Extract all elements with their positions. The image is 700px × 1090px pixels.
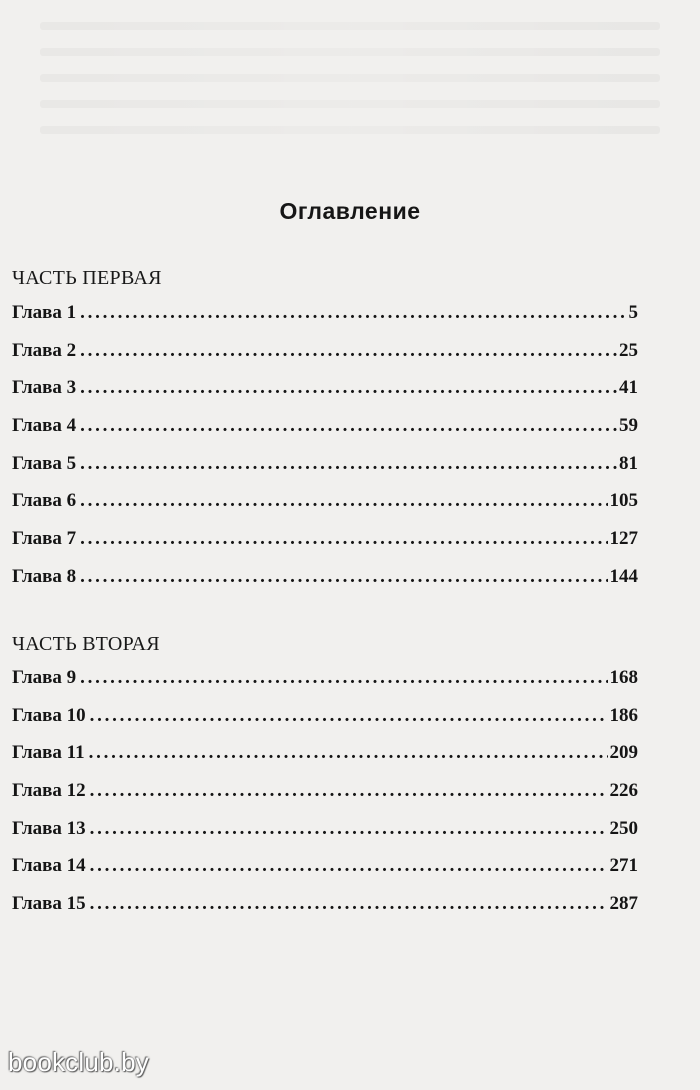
watermark: bookclub.by (8, 1047, 149, 1077)
dot-leader (80, 302, 626, 324)
chapter-label: Глава 12 (12, 780, 86, 802)
chapter-label: Глава 4 (12, 415, 77, 437)
chapter-page-number: 168 (609, 667, 638, 688)
dot-leader (90, 818, 608, 840)
bleed-through-line (40, 126, 660, 134)
chapter-label: Глава 9 (12, 667, 77, 688)
toc-entry (12, 780, 638, 818)
dot-leader (80, 377, 617, 399)
page-title: Оглавление (279, 198, 421, 224)
dot-leader (80, 566, 607, 588)
toc-entry (12, 705, 638, 743)
dot-leader (80, 490, 607, 512)
chapter-page-number: 271 (609, 855, 638, 877)
toc-entry (12, 893, 638, 931)
bleed-through-line (40, 100, 660, 108)
toc-entry (12, 415, 638, 453)
toc-entry (12, 490, 638, 528)
bleed-through-line (40, 48, 660, 56)
chapter-page-number: 105 (609, 490, 638, 512)
toc-entry (12, 855, 638, 893)
chapter-label: Глава 11 (12, 742, 85, 764)
chapter-page-number: 59 (619, 415, 638, 437)
dot-leader (80, 453, 617, 475)
toc-entry (12, 667, 638, 705)
chapter-page-number: 41 (619, 377, 638, 399)
chapter-page-number: 25 (619, 339, 638, 361)
dot-leader (80, 415, 617, 437)
chapter-label: Глава 13 (12, 817, 86, 839)
dot-leader (90, 893, 608, 915)
chapter-label: Глава 10 (12, 704, 86, 726)
part-two-title: ЧАСТЬ ВТОРАЯ (12, 633, 160, 655)
dot-leader (90, 705, 608, 727)
part-one-title: ЧАСТЬ ПЕРВАЯ (12, 267, 162, 289)
chapter-label: Глава 14 (12, 855, 86, 877)
chapter-label: Глава 5 (12, 452, 77, 474)
chapter-label: Глава 8 (12, 565, 77, 587)
bleed-through-line (40, 22, 660, 30)
chapter-page-number: 287 (609, 893, 638, 915)
bleed-through-line (40, 74, 660, 82)
dot-leader (80, 667, 607, 689)
chapter-label: Глава 1 (12, 302, 77, 323)
dot-leader (89, 742, 608, 764)
chapter-label: Глава 7 (12, 528, 77, 550)
chapter-page-number: 5 (628, 302, 638, 323)
toc-entry (12, 453, 638, 491)
chapter-page-number: 81 (619, 452, 638, 474)
chapter-page-number: 127 (609, 528, 638, 550)
dot-leader (80, 340, 617, 362)
part-two-chapter-list (12, 667, 638, 931)
toc-entry (12, 566, 638, 604)
chapter-page-number: 209 (609, 742, 638, 764)
dot-leader (80, 528, 607, 550)
toc-entry (12, 818, 638, 856)
toc-entry (12, 377, 638, 415)
part-one-chapter-list (12, 302, 638, 604)
chapter-label: Глава 3 (12, 377, 77, 399)
dot-leader (90, 780, 608, 802)
dot-leader (90, 855, 608, 877)
toc-entry (12, 302, 638, 340)
chapter-page-number: 186 (609, 704, 638, 726)
toc-entry (12, 742, 638, 780)
chapter-label: Глава 2 (12, 339, 77, 361)
chapter-page-number: 250 (609, 817, 638, 839)
chapter-page-number: 144 (609, 565, 638, 587)
chapter-label: Глава 15 (12, 893, 86, 915)
toc-entry (12, 528, 638, 566)
toc-entry (12, 340, 638, 378)
chapter-label: Глава 6 (12, 490, 77, 512)
chapter-page-number: 226 (609, 780, 638, 802)
